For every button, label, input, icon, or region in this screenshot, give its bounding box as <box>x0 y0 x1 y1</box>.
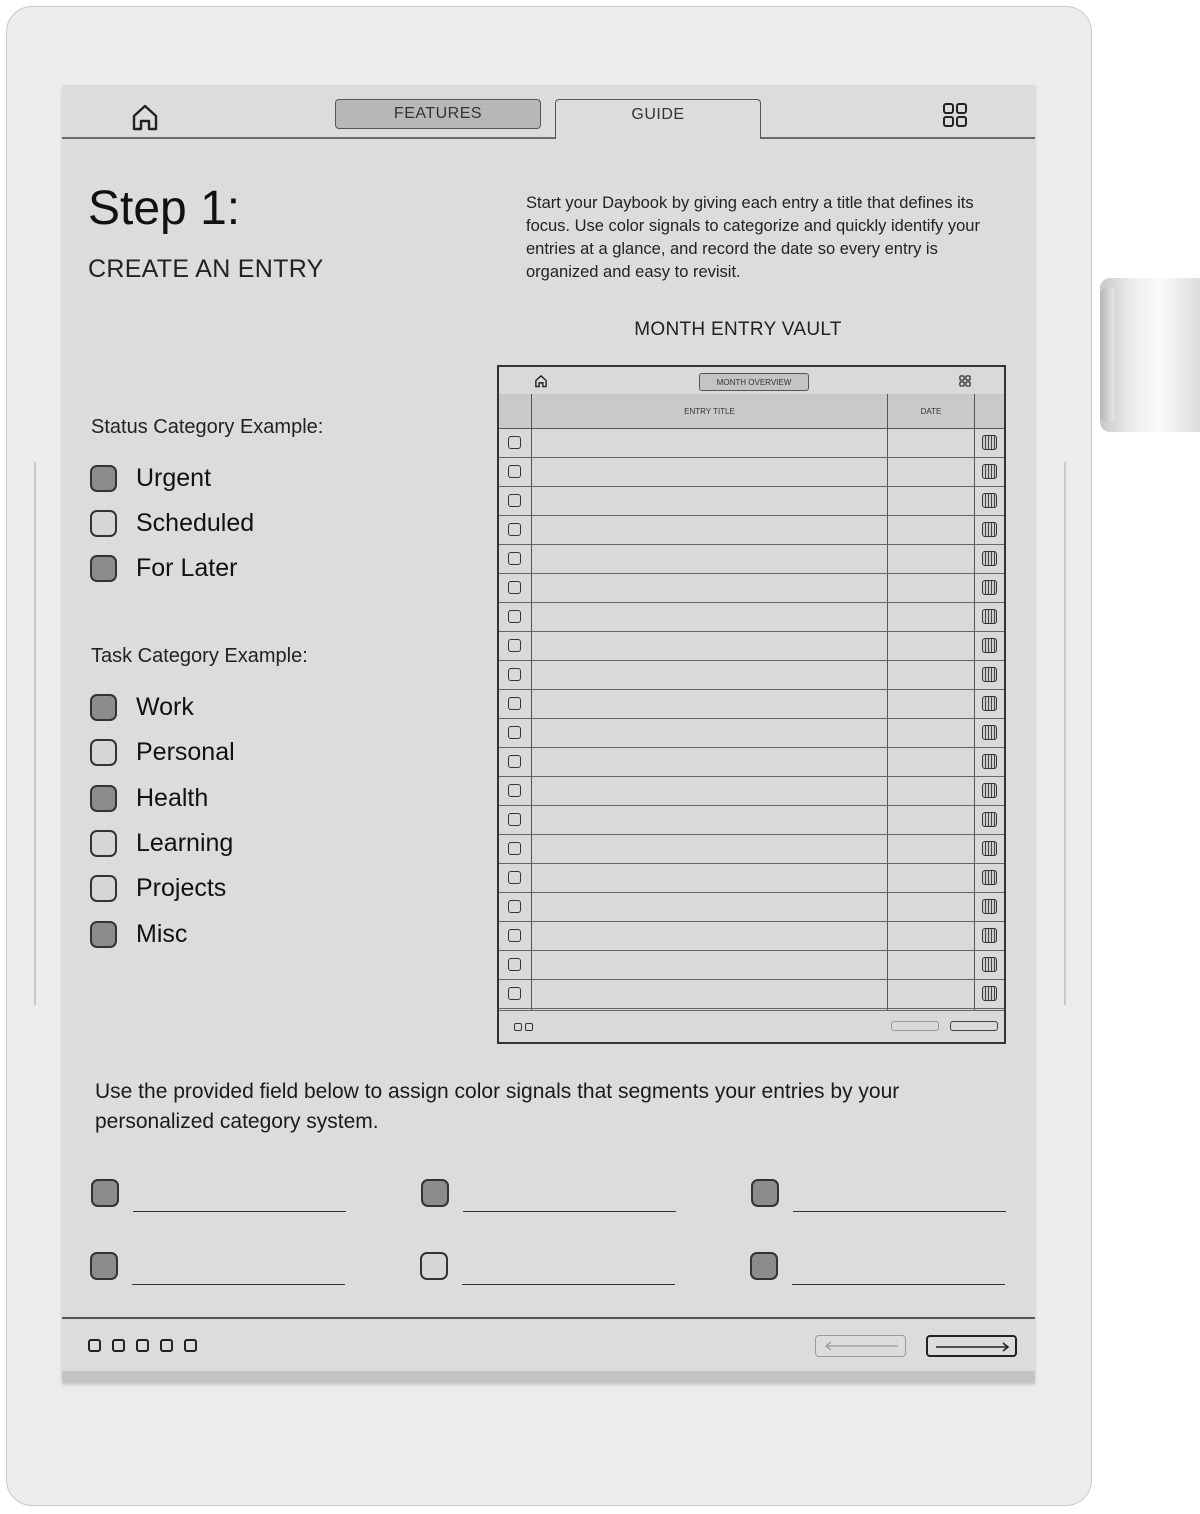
custom-category-field[interactable] <box>91 1179 346 1207</box>
grid-menu-icon[interactable] <box>942 102 968 128</box>
task-item-health[interactable] <box>90 782 208 814</box>
grid-menu-icon <box>959 375 971 387</box>
vault-footer <box>499 1010 1004 1043</box>
custom-category-field[interactable] <box>751 1179 1006 1207</box>
task-item-learning[interactable] <box>90 827 233 859</box>
calendar-icon <box>982 696 997 711</box>
task-item-personal[interactable] <box>90 736 235 768</box>
vault-label: MONTH ENTRY VAULT <box>634 319 842 340</box>
screen-bottom-edge <box>62 1371 1035 1383</box>
row-checkbox <box>508 784 521 797</box>
table-row <box>499 719 1004 748</box>
calendar-icon <box>982 986 997 1001</box>
row-checkbox <box>508 871 521 884</box>
table-row <box>499 893 1004 922</box>
top-navigation-bar <box>62 85 1035 139</box>
calendar-icon <box>982 493 997 508</box>
calendar-icon <box>982 812 997 827</box>
page-dot[interactable] <box>184 1339 197 1352</box>
next-arrow-icon <box>950 1021 998 1031</box>
table-row <box>499 922 1004 951</box>
row-checkbox <box>508 987 521 1000</box>
table-row <box>499 458 1004 487</box>
color-swatch[interactable] <box>420 1252 448 1280</box>
screen <box>62 85 1035 1383</box>
calendar-icon <box>982 928 997 943</box>
intro-paragraph: Start your Daybook by giving each entry a title that defines its focus. Use color signals to categorize and quickly identify your entries at a glance, and record the date so every entry is organized and easy to revisit. <box>526 194 980 281</box>
color-swatch[interactable] <box>90 785 117 812</box>
row-checkbox <box>508 436 521 449</box>
calendar-icon <box>982 957 997 972</box>
category-label: Misc <box>136 919 188 948</box>
category-label: Projects <box>136 873 227 902</box>
row-checkbox <box>508 668 521 681</box>
calendar-icon <box>982 522 997 537</box>
table-row <box>499 690 1004 719</box>
color-swatch[interactable] <box>90 875 117 902</box>
calendar-icon <box>982 638 997 653</box>
status-item-urgent[interactable] <box>90 462 211 494</box>
calendar-icon <box>982 899 997 914</box>
color-swatch[interactable] <box>90 510 117 537</box>
status-item-scheduled[interactable] <box>90 507 254 539</box>
task-item-misc[interactable] <box>90 918 187 950</box>
vault-top-bar <box>499 367 1004 395</box>
table-row <box>499 864 1004 893</box>
column-header-date: DATE <box>920 406 942 416</box>
table-row <box>499 835 1004 864</box>
category-label: For Later <box>136 553 238 582</box>
color-swatch[interactable] <box>421 1179 449 1207</box>
tab-guide[interactable]: GUIDE <box>555 99 761 139</box>
task-category-heading: Task Category Example: <box>91 645 308 667</box>
table-row <box>499 632 1004 661</box>
row-checkbox <box>508 958 521 971</box>
color-swatch[interactable] <box>90 830 117 857</box>
category-input-line[interactable] <box>133 1211 346 1212</box>
color-swatch[interactable] <box>90 465 117 492</box>
category-input-line[interactable] <box>132 1284 345 1285</box>
row-checkbox <box>508 552 521 565</box>
vault-table-header <box>499 394 1004 429</box>
step-title: Step 1: <box>88 182 241 235</box>
category-label: Personal <box>136 737 235 766</box>
table-row <box>499 429 1004 458</box>
previous-page-button[interactable] <box>815 1335 906 1357</box>
task-item-work[interactable] <box>90 691 194 723</box>
column-header-entry-title: ENTRY TITLE <box>684 406 735 416</box>
color-swatch[interactable] <box>90 921 117 948</box>
page-dot[interactable] <box>112 1339 125 1352</box>
row-checkbox <box>508 900 521 913</box>
vault-tab-month-overview: MONTH OVERVIEW <box>699 373 809 391</box>
custom-category-field[interactable] <box>90 1252 345 1280</box>
color-swatch[interactable] <box>750 1252 778 1280</box>
calendar-icon <box>982 870 997 885</box>
color-swatch[interactable] <box>90 1252 118 1280</box>
home-icon <box>534 374 548 388</box>
row-checkbox <box>508 494 521 507</box>
step-subtitle: CREATE AN ENTRY <box>88 255 324 283</box>
table-row <box>499 661 1004 690</box>
table-row <box>499 806 1004 835</box>
table-row <box>499 777 1004 806</box>
table-row <box>499 951 1004 980</box>
category-label: Urgent <box>136 463 212 492</box>
next-page-button[interactable] <box>926 1335 1017 1357</box>
row-checkbox <box>508 610 521 623</box>
category-label: Scheduled <box>136 508 255 537</box>
vault-rows <box>499 429 1004 1009</box>
category-input-line[interactable] <box>463 1211 676 1212</box>
row-checkbox <box>508 813 521 826</box>
calendar-icon <box>982 754 997 769</box>
custom-category-field[interactable] <box>750 1252 1005 1280</box>
category-input-line[interactable] <box>792 1284 1005 1285</box>
calendar-icon <box>982 841 997 856</box>
home-icon[interactable] <box>130 102 160 132</box>
prev-arrow-icon <box>891 1021 939 1031</box>
color-swatch[interactable] <box>90 694 117 721</box>
month-entry-vault-preview <box>497 365 1006 1044</box>
calendar-icon <box>982 435 997 450</box>
calendar-icon <box>982 609 997 624</box>
color-swatch[interactable] <box>91 1179 119 1207</box>
category-label: Learning <box>136 828 234 857</box>
right-edge-line <box>1064 462 1066 1005</box>
calendar-icon <box>982 464 997 479</box>
calendar-icon <box>982 580 997 595</box>
tab-features[interactable]: FEATURES <box>335 99 541 129</box>
table-row <box>499 748 1004 777</box>
calendar-icon <box>982 783 997 798</box>
calendar-icon <box>982 551 997 566</box>
page-dot[interactable] <box>160 1339 173 1352</box>
page-dot[interactable] <box>88 1339 101 1352</box>
arrow-right-icon <box>934 1341 1012 1353</box>
table-row <box>499 574 1004 603</box>
row-checkbox <box>508 639 521 652</box>
custom-category-field[interactable] <box>421 1179 676 1207</box>
table-row <box>499 980 1004 1009</box>
calendar-icon <box>982 725 997 740</box>
page-dot <box>525 1023 533 1031</box>
color-swatch[interactable] <box>90 555 117 582</box>
arrow-left-icon <box>822 1340 900 1352</box>
status-item-for-later[interactable] <box>90 552 237 584</box>
custom-category-field[interactable] <box>420 1252 675 1280</box>
row-checkbox <box>508 842 521 855</box>
instruction-text: Use the provided field below to assign color signals that segments your entries by your personalized category system. <box>95 1080 900 1133</box>
left-edge-line <box>34 462 36 1005</box>
row-checkbox <box>508 581 521 594</box>
page-dot[interactable] <box>136 1339 149 1352</box>
category-label: Work <box>136 692 194 721</box>
row-checkbox <box>508 465 521 478</box>
status-category-heading: Status Category Example: <box>91 416 324 438</box>
bottom-navigation-bar <box>62 1317 1035 1373</box>
row-checkbox <box>508 726 521 739</box>
task-item-projects[interactable] <box>90 872 226 904</box>
row-checkbox <box>508 523 521 536</box>
color-swatch[interactable] <box>90 739 117 766</box>
table-row <box>499 603 1004 632</box>
calendar-icon <box>982 667 997 682</box>
stylus-pen <box>1100 278 1200 432</box>
category-input-line[interactable] <box>462 1284 675 1285</box>
table-row <box>499 487 1004 516</box>
category-input-line[interactable] <box>793 1211 1006 1212</box>
category-label: Health <box>136 783 209 812</box>
row-checkbox <box>508 929 521 942</box>
row-checkbox <box>508 755 521 768</box>
table-row <box>499 545 1004 574</box>
color-swatch[interactable] <box>751 1179 779 1207</box>
page-dot <box>514 1023 522 1031</box>
row-checkbox <box>508 697 521 710</box>
table-row <box>499 516 1004 545</box>
